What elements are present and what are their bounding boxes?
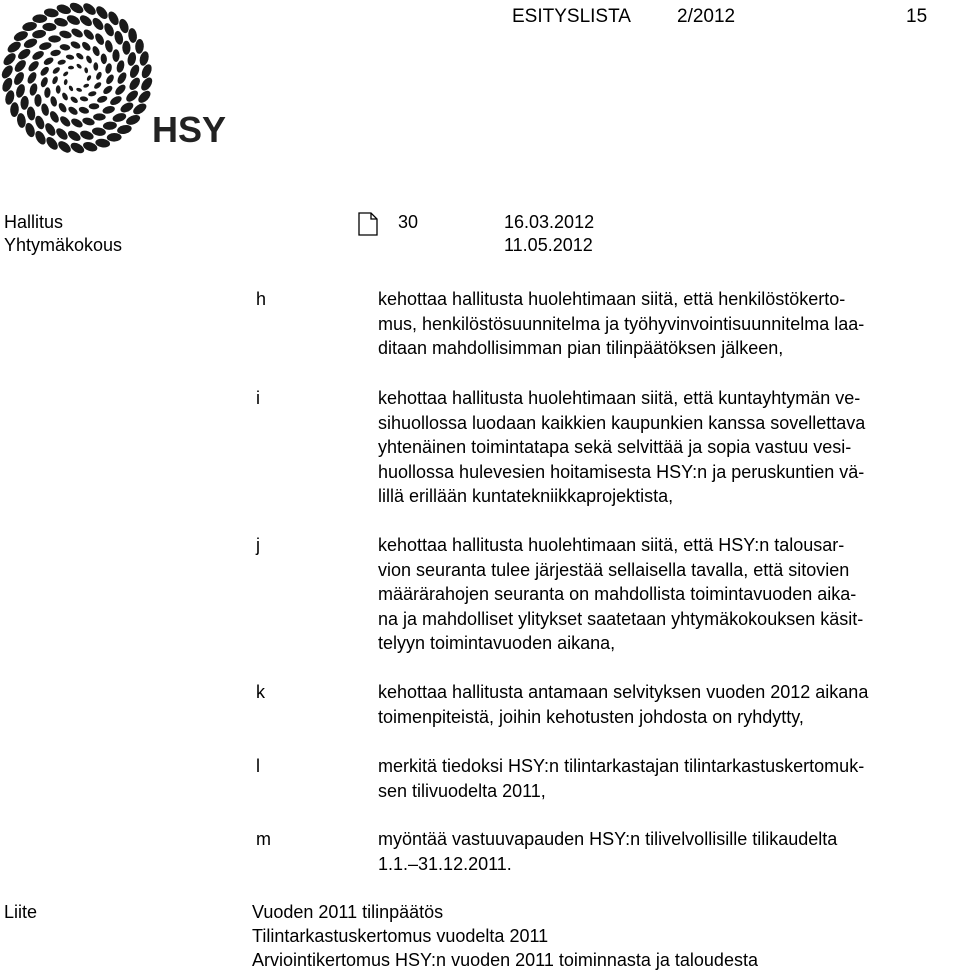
logo-dot (61, 92, 69, 102)
logo-dot (57, 102, 68, 114)
logo-dot (105, 73, 116, 85)
item-text-line: vion seuranta tulee järjestää sellaisella tavalla, että sitovien (378, 559, 850, 580)
logo-dot (119, 100, 135, 114)
logo-dot (68, 66, 74, 70)
document-title: ESITYSLISTA (512, 6, 631, 27)
item-letter: k (256, 682, 265, 702)
logo-dot (26, 71, 39, 86)
item-text-line: sen tilivuodelta 2011, (378, 780, 546, 801)
logo-dot (31, 49, 46, 62)
item-letter: h (256, 289, 267, 309)
logo-dot (93, 62, 98, 71)
logo-dot (109, 94, 124, 107)
item-text (378, 827, 837, 876)
logo-dot (80, 40, 92, 52)
hsy-logo (2, 2, 227, 152)
logo-dot (69, 141, 86, 156)
logo-dot (16, 113, 26, 129)
item-text-line: sihuollossa luodaan kaikkien kaupunkien kanssa sovellettava (378, 412, 866, 433)
logo-dot (44, 87, 51, 98)
logo-dot (68, 1, 85, 16)
logo-wordmark: HSY (152, 109, 227, 150)
logo-dot (67, 105, 79, 116)
logo-dot (68, 85, 74, 92)
page-number: 15 (906, 6, 928, 27)
attachments-list (252, 900, 758, 972)
logo-dot (26, 106, 36, 121)
logo-dot (104, 39, 114, 53)
logo-dot (39, 76, 49, 88)
logo-dot (107, 133, 122, 142)
logo-dot (135, 39, 144, 54)
meeting-date-2: 11.05.2012 (504, 235, 593, 255)
logo-dot (102, 105, 116, 115)
logo-dot (62, 71, 69, 78)
logo-dot (127, 76, 142, 92)
logo-dot (70, 27, 85, 40)
logo-dot (13, 58, 28, 74)
logo-dot (75, 52, 85, 61)
logo-dot (113, 30, 124, 46)
logo-dot (10, 102, 19, 117)
logo-dot (34, 94, 41, 107)
attachment-entry: Vuoden 2011 tilinpäätös (252, 902, 444, 922)
logo-dot (63, 79, 68, 86)
logo-dot (65, 13, 81, 27)
logo-dot (20, 95, 29, 110)
logo-dot (125, 113, 142, 127)
logo-dot (104, 63, 112, 75)
logo-dot (84, 67, 89, 74)
logo-dot (82, 28, 96, 42)
logo-dot (76, 87, 83, 92)
logo-dot (93, 113, 106, 120)
meeting-date-1: 16.03.2012 (504, 212, 595, 232)
item-text-line: yhtenäinen toimintatapa sekä selvittää ja sopia vastuu vesi- (378, 437, 852, 457)
logo-dot (65, 54, 74, 60)
logo-dot (86, 75, 92, 82)
logo-dot (93, 81, 103, 90)
item-letter: i (256, 388, 260, 408)
logo-dot (52, 66, 62, 75)
item-text-line: ditaan mahdollisimman pian tilinpäätöksen jälkeen, (378, 338, 784, 358)
logo-dot (34, 115, 47, 131)
logo-dot (1, 51, 18, 67)
logo-dot (58, 114, 72, 128)
logo-dot (116, 71, 129, 86)
item-text-line: mus, henkilöstösuunnitelma ja työhyvinvointisuunnitelma laa- (378, 313, 865, 334)
meeting-body-1: Hallitus (4, 212, 64, 232)
logo-dot (131, 101, 148, 116)
logo-dot (96, 95, 108, 104)
logo-dot (66, 129, 82, 143)
logo-dot (88, 90, 97, 97)
logo-dot (56, 85, 61, 94)
logo-dot (112, 112, 128, 124)
logo-dot (44, 135, 60, 152)
item-text-line: na ja mahdolliset ylitykset saatetaan yhtymäkokouksen käsit- (378, 608, 864, 629)
logo-dot (50, 49, 62, 57)
logo-dot (51, 75, 59, 85)
logo-dot (89, 103, 100, 109)
item-text-line: kehottaa hallitusta huolehtimaan siitä, että kuntayhtymän ve- (378, 388, 861, 408)
logo-dot (103, 121, 118, 130)
item-text-line: huollossa hulevesien hoitamisesta HSY:n ja peruskuntien vä- (378, 461, 865, 482)
item-text (378, 754, 864, 803)
logo-dot (112, 49, 119, 62)
logo-dot (57, 59, 66, 66)
item-letter: m (256, 829, 271, 849)
logo-dot (136, 89, 153, 105)
item-text-line: merkitä tiedoksi HSY:n tilintarkastajan tilintarkastuskertomuk- (378, 756, 865, 776)
logo-dot (48, 110, 61, 125)
logo-dot (40, 103, 50, 117)
item-text (378, 386, 865, 509)
item-text-line: myöntää vastuuvapauden HSY:n tilivelvollisille tilikaudelta (378, 829, 838, 849)
logo-dot (93, 32, 106, 47)
logo-dot (102, 84, 114, 95)
logo-dot (56, 139, 73, 155)
logo-dot (69, 40, 81, 50)
logo-dot (42, 23, 56, 32)
logo-dot (59, 43, 70, 51)
item-text-line: lillä erillään kuntatekniikkaprojektista, (378, 486, 674, 506)
logo-dot (54, 126, 70, 142)
logo-dot (124, 88, 140, 103)
item-text-line: määrärahojen seuranta on mahdollista toimintavuoden aika- (378, 584, 857, 604)
attachment-entry: Arviointikertomus HSY:n vuoden 2011 toiminnasta ja taloudesta (252, 950, 758, 970)
attachments-label: Liite (4, 902, 38, 922)
issue-number: 2/2012 (677, 6, 736, 27)
logo-dot (70, 117, 85, 130)
item-text-line: 1.1.–31.12.2011. (378, 853, 512, 874)
logo-dot (78, 106, 90, 115)
sunburst-logo-mark (0, 1, 154, 156)
logo-dot (85, 55, 93, 65)
logo-dot (127, 28, 137, 44)
logo-dot (76, 63, 83, 70)
logo-dot (95, 71, 103, 81)
logo-dot (81, 1, 98, 17)
logo-dot (122, 41, 131, 55)
logo-dot (139, 76, 155, 93)
item-text (378, 287, 864, 361)
logo-dot (83, 83, 90, 88)
logo-dot (33, 129, 48, 146)
logo-dot (49, 95, 58, 107)
logo-dot (42, 56, 54, 67)
logo-dot (0, 63, 15, 80)
logo-dot (27, 59, 41, 73)
item-text-line: toimenpiteistä, joihin kehotusten johdosta on ryhdytty, (378, 706, 804, 727)
item-letter: j (256, 535, 260, 555)
item-text (378, 680, 868, 729)
meeting-number-1: 30 (398, 212, 419, 232)
attachment-entry: Tilintarkastuskertomus vuodelta 2011 (252, 926, 549, 946)
logo-dot (48, 35, 61, 42)
logo-dot (31, 29, 46, 40)
logo-dot (32, 14, 47, 23)
logo-dot (69, 95, 79, 104)
logo-dot (24, 122, 37, 139)
logo-dot (116, 124, 132, 136)
item-letter: l (256, 756, 260, 776)
logo-dot (21, 21, 37, 33)
meeting-body-2: Yhtymäkokous (4, 235, 123, 255)
logo-dot (79, 96, 88, 102)
logo-dot (113, 83, 127, 97)
item-text-line: kehottaa hallitusta antamaan selvityksen vuoden 2012 aikana (378, 682, 869, 702)
logo-dot (43, 121, 57, 137)
item-text (378, 533, 863, 656)
logo-dot (78, 13, 94, 28)
logo-dot (100, 53, 107, 64)
document-icon (357, 212, 379, 236)
logo-dot (12, 70, 26, 86)
item-text-line: telyyn toimintavuoden aikana, (378, 633, 616, 653)
item-text-line: kehottaa hallitusta huolehtimaan siitä, että HSY:n talousar- (378, 535, 845, 555)
logo-dot (91, 45, 101, 57)
item-text-line: kehottaa hallitusta huolehtimaan siitä, että henkilöstökerto- (378, 289, 846, 309)
logo-dot (39, 65, 51, 77)
logo-dot (38, 41, 52, 51)
